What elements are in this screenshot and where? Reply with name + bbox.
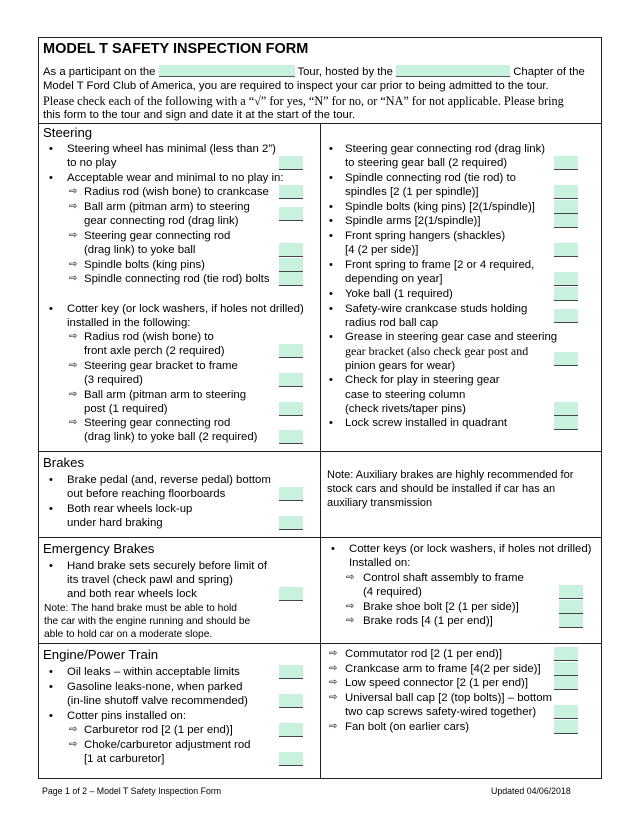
arrow-icon: ⇨	[69, 201, 78, 212]
check-box[interactable]	[279, 587, 303, 601]
item-text: Steering gear connecting rod	[84, 417, 231, 429]
hand-brake-note: Note: The hand brake must be able to hold	[44, 603, 237, 614]
check-box[interactable]	[554, 287, 578, 301]
item-text: Radius rod (wish bone) to crankcase	[84, 186, 269, 198]
item-text: Hand brake sets securely before limit of	[67, 560, 268, 572]
item-text: Acceptable wear and minimal to no play in:	[67, 172, 284, 184]
bullet-icon: •	[49, 681, 53, 693]
item-text: Both rear wheels lock-up	[67, 503, 193, 515]
section-brakes	[39, 452, 601, 538]
item-text: Installed on:	[349, 557, 411, 569]
item-text: Low speed connector [2 (1 per end)]	[345, 677, 528, 689]
bullet-icon: •	[329, 215, 333, 227]
arrow-icon: ⇨	[346, 615, 355, 626]
form-header	[39, 38, 601, 124]
brakes-note: Note: Auxiliary brakes are highly recommended for	[327, 469, 574, 481]
arrow-icon: ⇨	[329, 648, 338, 659]
item-text: its travel (check pawl and spring)	[67, 574, 233, 586]
item-text: Radius rod (wish bone) to	[84, 331, 214, 343]
bullet-icon: •	[49, 303, 53, 315]
section-title: Engine/Power Train	[43, 647, 159, 662]
item-text: Lock screw installed in quadrant	[345, 417, 508, 429]
item-text: spindles [2 (1 per spindle)]	[345, 186, 479, 198]
item-text: Commutator rod [2 (1 per end)]	[345, 648, 503, 660]
footer-updated-date: Updated 04/06/2018	[491, 786, 571, 796]
item-text: Choke/carburetor adjustment rod	[84, 739, 251, 751]
item-text: under hard braking	[67, 517, 163, 529]
bullet-icon: •	[49, 710, 53, 722]
bullet-icon: •	[329, 230, 333, 242]
item-text: to steering gear ball (2 required)	[345, 157, 508, 169]
item-text: pinion gears for wear)	[345, 360, 456, 372]
bullet-icon: •	[331, 543, 335, 555]
check-box[interactable]	[279, 373, 303, 387]
check-box[interactable]	[279, 185, 303, 199]
item-text: gear connecting rod (drag link)	[84, 215, 239, 227]
item-text: post (1 required)	[84, 403, 168, 415]
item-text: radius rod ball cap	[345, 317, 439, 329]
check-box[interactable]	[554, 243, 578, 257]
item-text: two cap screws safety-wired together)	[345, 706, 537, 718]
intro-line-3: Please check each of the following with a “√” for yes, “N” for no, or “NA” for not applicable. Please bring	[43, 93, 564, 108]
check-box[interactable]	[559, 585, 583, 599]
item-text: Yoke ball (1 required)	[345, 288, 453, 300]
bullet-icon: •	[329, 374, 333, 386]
check-box[interactable]	[279, 516, 303, 530]
section-title: Brakes	[43, 455, 85, 470]
arrow-icon: ⇨	[329, 663, 338, 674]
bullet-icon: •	[49, 560, 53, 572]
item-text: to no play	[67, 157, 117, 169]
check-box[interactable]	[554, 402, 578, 416]
item-text: Brake shoe bolt [2 (1 per side)]	[363, 601, 519, 613]
item-text: depending on year]	[345, 273, 443, 285]
check-box[interactable]	[279, 207, 303, 221]
item-text: Ball arm (pitman arm to steering	[84, 389, 247, 401]
arrow-icon: ⇨	[69, 739, 78, 750]
bullet-icon: •	[49, 172, 53, 184]
arrow-icon: ⇨	[69, 259, 78, 270]
arrow-icon: ⇨	[329, 721, 338, 732]
bullet-icon: •	[329, 259, 333, 271]
check-box[interactable]	[279, 665, 303, 679]
check-box[interactable]	[554, 416, 578, 430]
item-text: Safety-wire crankcase studs holding	[345, 303, 528, 315]
item-text: Cotter key (or lock washers, if holes not drilled)	[67, 303, 304, 315]
item-text: Front spring hangers (shackles)	[345, 230, 506, 242]
item-text: case to steering column	[345, 389, 466, 401]
check-box[interactable]	[554, 156, 578, 170]
item-text: Brake rods [4 (1 per end)]	[363, 615, 493, 627]
item-text: front axle perch (2 required)	[84, 345, 225, 357]
item-text: Spindle arms [2(1/spindle)]	[345, 215, 481, 227]
check-box[interactable]	[279, 694, 303, 708]
item-text: (check rivets/taper pins)	[345, 403, 466, 415]
item-text: Crankcase arm to frame [4(2 per side)]	[345, 663, 541, 675]
section-emergency-brakes	[39, 538, 601, 644]
intro-line-2: Model T Ford Club of America, you are required to inspect your car prior to being admitted to the tour.	[43, 80, 549, 93]
item-text: (3 required)	[84, 374, 143, 386]
check-box[interactable]	[554, 647, 578, 661]
inspection-form	[38, 37, 602, 779]
arrow-icon: ⇨	[329, 677, 338, 688]
section-engine-power-train	[39, 644, 601, 778]
check-box[interactable]	[554, 720, 578, 734]
bullet-icon: •	[49, 474, 53, 486]
hand-brake-note: able to hold car on a moderate slope.	[44, 629, 213, 640]
arrow-icon: ⇨	[346, 572, 355, 583]
bullet-icon: •	[329, 201, 333, 213]
item-text: Cotter pins installed on:	[67, 710, 187, 722]
engine-left-column	[39, 644, 321, 778]
bullet-icon: •	[49, 503, 53, 515]
item-text: [1 at carburetor]	[84, 753, 165, 765]
intro-line-4: this form to the tour and sign and date it at the start of the tour.	[43, 108, 356, 121]
check-box[interactable]	[279, 430, 303, 444]
check-box[interactable]	[554, 272, 578, 286]
item-text: Fan bolt (on earlier cars)	[345, 721, 470, 733]
brakes-right-column	[321, 452, 601, 537]
check-box[interactable]	[554, 185, 578, 199]
bullet-icon: •	[329, 143, 333, 155]
check-box[interactable]	[279, 344, 303, 358]
section-title: Emergency Brakes	[43, 541, 155, 556]
arrow-icon: ⇨	[69, 186, 78, 197]
check-box[interactable]	[554, 200, 578, 214]
check-box[interactable]	[279, 156, 303, 170]
brakes-note: stock cars and should be installed if car has an	[327, 483, 556, 495]
item-text: Universal ball cap [2 (top bolts)] – bottom	[345, 692, 553, 704]
item-text: (4 required)	[363, 586, 422, 598]
bullet-icon: •	[329, 288, 333, 300]
check-box[interactable]	[279, 752, 303, 766]
bullet-icon: •	[329, 303, 333, 315]
engine-right-column	[321, 644, 601, 778]
item-text: Oil leaks – within acceptable limits	[67, 666, 240, 678]
check-box[interactable]	[554, 214, 578, 228]
item-text: Ball arm (pitman arm) to steering	[84, 201, 250, 213]
item-text: Steering gear connecting rod	[84, 230, 231, 242]
item-text: Spindle bolts (king pins)	[84, 259, 205, 271]
check-box[interactable]	[279, 258, 303, 272]
arrow-icon: ⇨	[346, 601, 355, 612]
check-box[interactable]	[279, 402, 303, 416]
check-box[interactable]	[279, 272, 303, 286]
arrow-icon: ⇨	[69, 230, 78, 241]
item-text: Cotter keys (or lock washers, if holes not drilled)	[349, 543, 592, 555]
item-text: Steering wheel has minimal (less than 2”)	[67, 143, 276, 155]
brakes-left-column	[39, 452, 321, 537]
arrow-icon: ⇨	[69, 724, 78, 735]
item-text: and both rear wheels lock	[67, 588, 197, 600]
item-text: Spindle connecting rod (tie rod) bolts	[84, 273, 270, 285]
item-text: (drag link) to yoke ball	[84, 244, 196, 256]
brakes-note: auxiliary transmission	[327, 497, 433, 509]
check-box[interactable]	[279, 243, 303, 257]
check-box[interactable]	[279, 723, 303, 737]
item-text: Check for play in steering gear	[345, 374, 500, 386]
check-box[interactable]	[554, 705, 578, 719]
steering-right-column	[321, 124, 601, 451]
arrow-icon: ⇨	[69, 273, 78, 284]
chapter-name-field[interactable]	[396, 65, 510, 77]
item-text: Carburetor rod [2 (1 per end)]	[84, 724, 233, 736]
item-text: (drag link) to yoke ball (2 required)	[84, 431, 258, 443]
item-text: [4 (2 per side)]	[345, 244, 419, 256]
item-text: Control shaft assembly to frame	[363, 572, 524, 584]
bullet-icon: •	[329, 417, 333, 429]
item-text: (in-line shutoff valve recommended)	[67, 695, 248, 707]
arrow-icon: ⇨	[69, 331, 78, 342]
item-text: Brake pedal (and, reverse pedal) bottom	[67, 474, 271, 486]
section-title: Steering	[43, 125, 93, 140]
footer-page-label: Page 1 of 2 – Model T Safety Inspection Form	[42, 786, 222, 796]
bullet-icon: •	[329, 331, 333, 343]
item-text: Spindle connecting rod (tie rod) to	[345, 172, 516, 184]
form-title: MODEL T SAFETY INSPECTION FORM	[43, 41, 309, 57]
arrow-icon: ⇨	[69, 360, 78, 371]
item-text: Front spring to frame [2 or 4 required,	[345, 259, 535, 271]
item-text: gear bracket (also check gear post and	[345, 344, 529, 358]
bullet-icon: •	[49, 143, 53, 155]
check-box[interactable]	[559, 614, 583, 628]
hand-brake-note: the car with the engine running and should be	[44, 616, 251, 627]
item-text: Grease in steering gear case and steering	[345, 331, 558, 343]
tour-name-field[interactable]	[159, 65, 295, 77]
emergency-left-column	[39, 538, 321, 643]
item-text: Steering gear bracket to frame	[84, 360, 238, 372]
check-box[interactable]	[554, 352, 578, 366]
bullet-icon: •	[49, 666, 53, 678]
intro-line-1: As a participant on the Tour, hosted by the Chapter of the	[43, 66, 585, 78]
check-box[interactable]	[554, 676, 578, 690]
item-text: Spindle bolts (king pins) [2(1/spindle)]	[345, 201, 535, 213]
bullet-icon: •	[329, 172, 333, 184]
emergency-right-column	[321, 538, 601, 643]
item-text: Steering gear connecting rod (drag link)	[345, 143, 546, 155]
arrow-icon: ⇨	[329, 692, 338, 703]
item-text: installed in the following:	[67, 317, 191, 329]
check-box[interactable]	[559, 600, 583, 614]
arrow-icon: ⇨	[69, 389, 78, 400]
item-text: out before reaching floorboards	[67, 488, 226, 500]
check-box[interactable]	[279, 487, 303, 501]
steering-left-column	[39, 124, 321, 451]
check-box[interactable]	[554, 662, 578, 676]
section-steering	[39, 124, 601, 452]
item-text: Gasoline leaks-none, when parked	[67, 681, 243, 693]
arrow-icon: ⇨	[69, 417, 78, 428]
check-box[interactable]	[554, 309, 578, 323]
